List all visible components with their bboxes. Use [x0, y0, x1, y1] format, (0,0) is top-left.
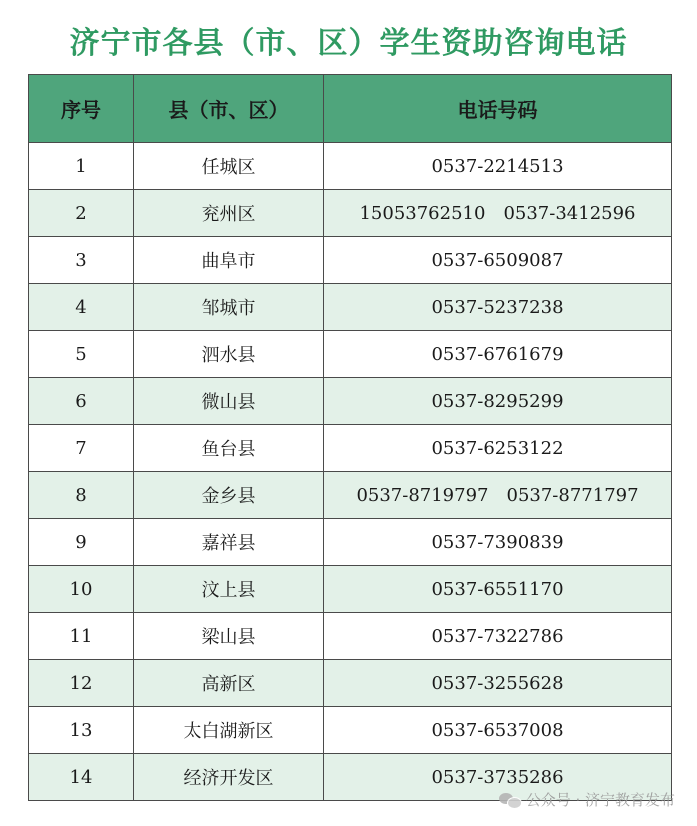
row-phone: [324, 425, 672, 472]
row-index: 4: [29, 284, 134, 331]
table-row: [29, 519, 672, 566]
row-phone: [324, 237, 672, 284]
row-phone: [324, 472, 672, 519]
row-index: 3: [29, 237, 134, 284]
watermark: [499, 789, 675, 810]
phone-number: 0537-2214513: [431, 155, 564, 177]
phone-number: 0537-5237238: [431, 296, 564, 318]
contact-table: [28, 74, 672, 801]
row-county: 金乡县: [134, 472, 324, 519]
row-phone: [324, 378, 672, 425]
row-phone: [324, 566, 672, 613]
row-county: 微山县: [134, 378, 324, 425]
row-phone: [324, 613, 672, 660]
row-county: 太白湖新区: [134, 707, 324, 754]
wechat-icon: [499, 791, 521, 809]
phone-number: 0537-7390839: [431, 531, 564, 553]
table-row: [29, 331, 672, 378]
phone-number: 15053762510: [359, 202, 486, 224]
row-county: 高新区: [134, 660, 324, 707]
watermark-text: 公众号 · 济宁教育发布: [525, 791, 675, 809]
row-county: 邹城市: [134, 284, 324, 331]
table-row: [29, 425, 672, 472]
row-index: 9: [29, 519, 134, 566]
page-title: 济宁市各县（市、区）学生资助咨询电话: [69, 26, 628, 61]
row-county: 鱼台县: [134, 425, 324, 472]
table-row: [29, 660, 672, 707]
phone-number: 0537-3255628: [431, 672, 564, 694]
row-index: 5: [29, 331, 134, 378]
row-index: 10: [29, 566, 134, 613]
header-phone: 电话号码: [324, 75, 672, 143]
row-index: 1: [29, 143, 134, 190]
row-county: 泗水县: [134, 331, 324, 378]
table-row: [29, 143, 672, 190]
row-index: 13: [29, 707, 134, 754]
phone-number: 0537-6537008: [431, 719, 564, 741]
table-row: [29, 613, 672, 660]
phone-number: 0537-6551170: [431, 578, 564, 600]
phone-number: 0537-7322786: [431, 625, 564, 647]
row-phone: [324, 284, 672, 331]
row-index: 11: [29, 613, 134, 660]
row-phone: [324, 660, 672, 707]
row-phone: [324, 190, 672, 237]
row-county: 任城区: [134, 143, 324, 190]
row-county: 嘉祥县: [134, 519, 324, 566]
row-county: 经济开发区: [134, 754, 324, 801]
table-row: [29, 190, 672, 237]
header-index: 序号: [29, 75, 134, 143]
row-index: 12: [29, 660, 134, 707]
table-header-row: [29, 75, 672, 143]
phone-number: 0537-3735286: [431, 766, 564, 788]
row-phone: [324, 519, 672, 566]
table-row: [29, 472, 672, 519]
table-row: [29, 566, 672, 613]
phone-number: 0537-8295299: [431, 390, 564, 412]
row-county: 兖州区: [134, 190, 324, 237]
header-county: 县（市、区）: [134, 75, 324, 143]
row-phone: [324, 331, 672, 378]
table-row: [29, 378, 672, 425]
row-phone: [324, 707, 672, 754]
phone-number-secondary: 0537-8771797: [506, 484, 639, 506]
row-index: 8: [29, 472, 134, 519]
row-county: 汶上县: [134, 566, 324, 613]
phone-number: 0537-6253122: [431, 437, 564, 459]
table-row: [29, 707, 672, 754]
phone-number: 0537-6509087: [431, 249, 564, 271]
row-county: 曲阜市: [134, 237, 324, 284]
table-row: [29, 237, 672, 284]
row-phone: [324, 143, 672, 190]
phone-number: 0537-8719797: [356, 484, 489, 506]
row-index: 2: [29, 190, 134, 237]
row-index: 6: [29, 378, 134, 425]
table-row: [29, 284, 672, 331]
row-county: 梁山县: [134, 613, 324, 660]
row-index: 7: [29, 425, 134, 472]
phone-number: 0537-6761679: [431, 343, 564, 365]
row-index: 14: [29, 754, 134, 801]
phone-number-secondary: 0537-3412596: [503, 202, 636, 224]
